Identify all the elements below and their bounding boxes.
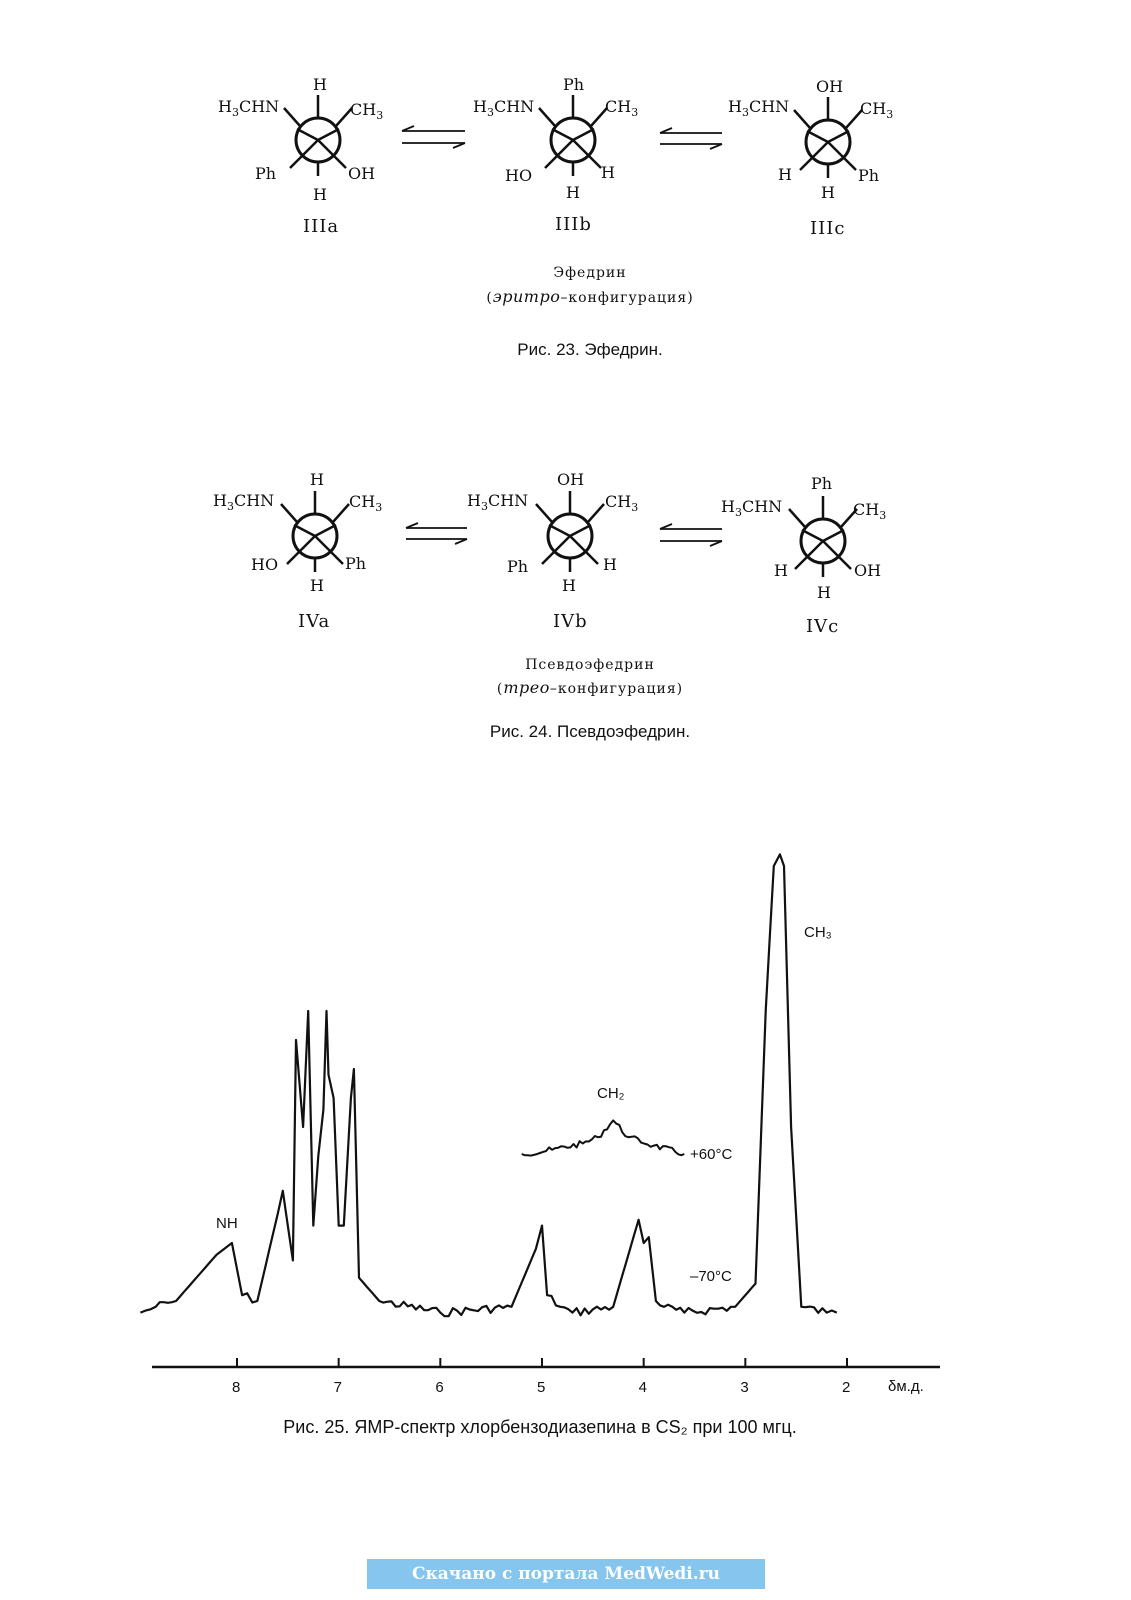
substituent-upper-left: $H_3CHN$: [473, 97, 535, 119]
substituent-upper-left: $H_3CHN$: [721, 497, 783, 519]
peak-label-ch2: CH₂: [597, 1085, 625, 1102]
figure-caption: Рис. 25. ЯМР-спектр хлорбензодиазепина в CS₂ при 100 мгц.: [283, 1417, 797, 1437]
download-source-banner[interactable]: Скачано с портала MedWedi.ru: [367, 1559, 765, 1589]
substituent-top: H: [310, 470, 324, 489]
substituent-upper-right: $CH_3$: [605, 492, 639, 514]
substituent-lower-left: HO: [251, 555, 279, 574]
compound-name: Эфедрин: [553, 265, 627, 281]
x-tick-label: 3: [740, 1379, 749, 1396]
x-tick-label: 2: [842, 1379, 851, 1396]
substituent-upper-right: $CH_3$: [349, 492, 383, 514]
substituent-top: H: [313, 75, 327, 94]
substituent-lower-right: H: [601, 163, 615, 182]
temperature-label-low: –70°C: [690, 1268, 732, 1285]
substituent-upper-right: $CH_3$: [860, 99, 894, 121]
x-tick-label: 5: [537, 1379, 546, 1396]
substituent-top: Ph: [811, 474, 833, 493]
conformer-label: IVc: [806, 616, 840, 637]
conformer-label: IIIc: [810, 218, 846, 239]
substituent-lower-right: OH: [854, 561, 882, 580]
temperature-label-high: +60°C: [690, 1146, 733, 1163]
substituent-bottom: H: [562, 576, 576, 595]
substituent-upper-left: $H_3CHN$: [728, 97, 790, 119]
substituent-bottom: H: [817, 583, 831, 602]
figure-caption: Рис. 23. Эфедрин.: [517, 340, 663, 359]
x-axis-ticks: [232, 1358, 850, 1396]
substituent-lower-left: Ph: [255, 164, 277, 183]
peak-label-ch3: CH₃: [804, 924, 832, 941]
substituent-lower-left: H: [778, 165, 792, 184]
configuration-note: (трео–конфигурация): [496, 678, 684, 697]
substituent-lower-left: HO: [505, 166, 533, 185]
substituent-lower-right: Ph: [345, 554, 367, 573]
substituent-top: Ph: [563, 75, 585, 94]
conformer-label: IIIa: [303, 216, 340, 237]
substituent-upper-left: $H_3CHN$: [218, 97, 280, 119]
substituent-upper-left: $H_3CHN$: [213, 491, 275, 513]
substituent-top: OH: [816, 77, 844, 96]
substituent-lower-right: H: [603, 555, 617, 574]
substituent-bottom: H: [821, 183, 835, 202]
substituent-bottom: H: [313, 185, 327, 204]
substituent-lower-right: Ph: [858, 166, 880, 185]
x-tick-label: 6: [435, 1379, 444, 1396]
figure-caption: Рис. 24. Псевдоэфедрин.: [489, 722, 691, 741]
compound-name: Псевдоэфедрин: [525, 657, 655, 673]
substituent-upper-left: $H_3CHN$: [467, 491, 529, 513]
configuration-note: (эритро–конфигурация): [486, 287, 694, 306]
x-tick-label: 7: [333, 1379, 343, 1396]
spectrum-trace-plus-60: [522, 1120, 685, 1155]
substituent-top: OH: [557, 470, 585, 489]
x-tick-label: 8: [232, 1379, 241, 1396]
substituent-upper-right: $CH_3$: [853, 500, 887, 522]
substituent-bottom: H: [310, 576, 324, 595]
substituent-lower-left: H: [774, 561, 788, 580]
substituent-upper-right: $CH_3$: [605, 97, 639, 119]
substituent-lower-right: OH: [348, 164, 376, 183]
substituent-bottom: H: [566, 183, 580, 202]
x-axis-unit: δм.д.: [888, 1378, 924, 1395]
peak-label-nh: NH: [216, 1215, 238, 1232]
conformer-label: IIIb: [555, 214, 592, 235]
conformer-label: IVb: [553, 611, 588, 632]
spectrum-trace-minus-70: [140, 854, 836, 1316]
conformer-label: IVa: [298, 611, 331, 632]
substituent-lower-left: Ph: [507, 557, 529, 576]
substituent-upper-right: $CH_3$: [350, 100, 384, 122]
x-tick-label: 4: [638, 1379, 648, 1396]
